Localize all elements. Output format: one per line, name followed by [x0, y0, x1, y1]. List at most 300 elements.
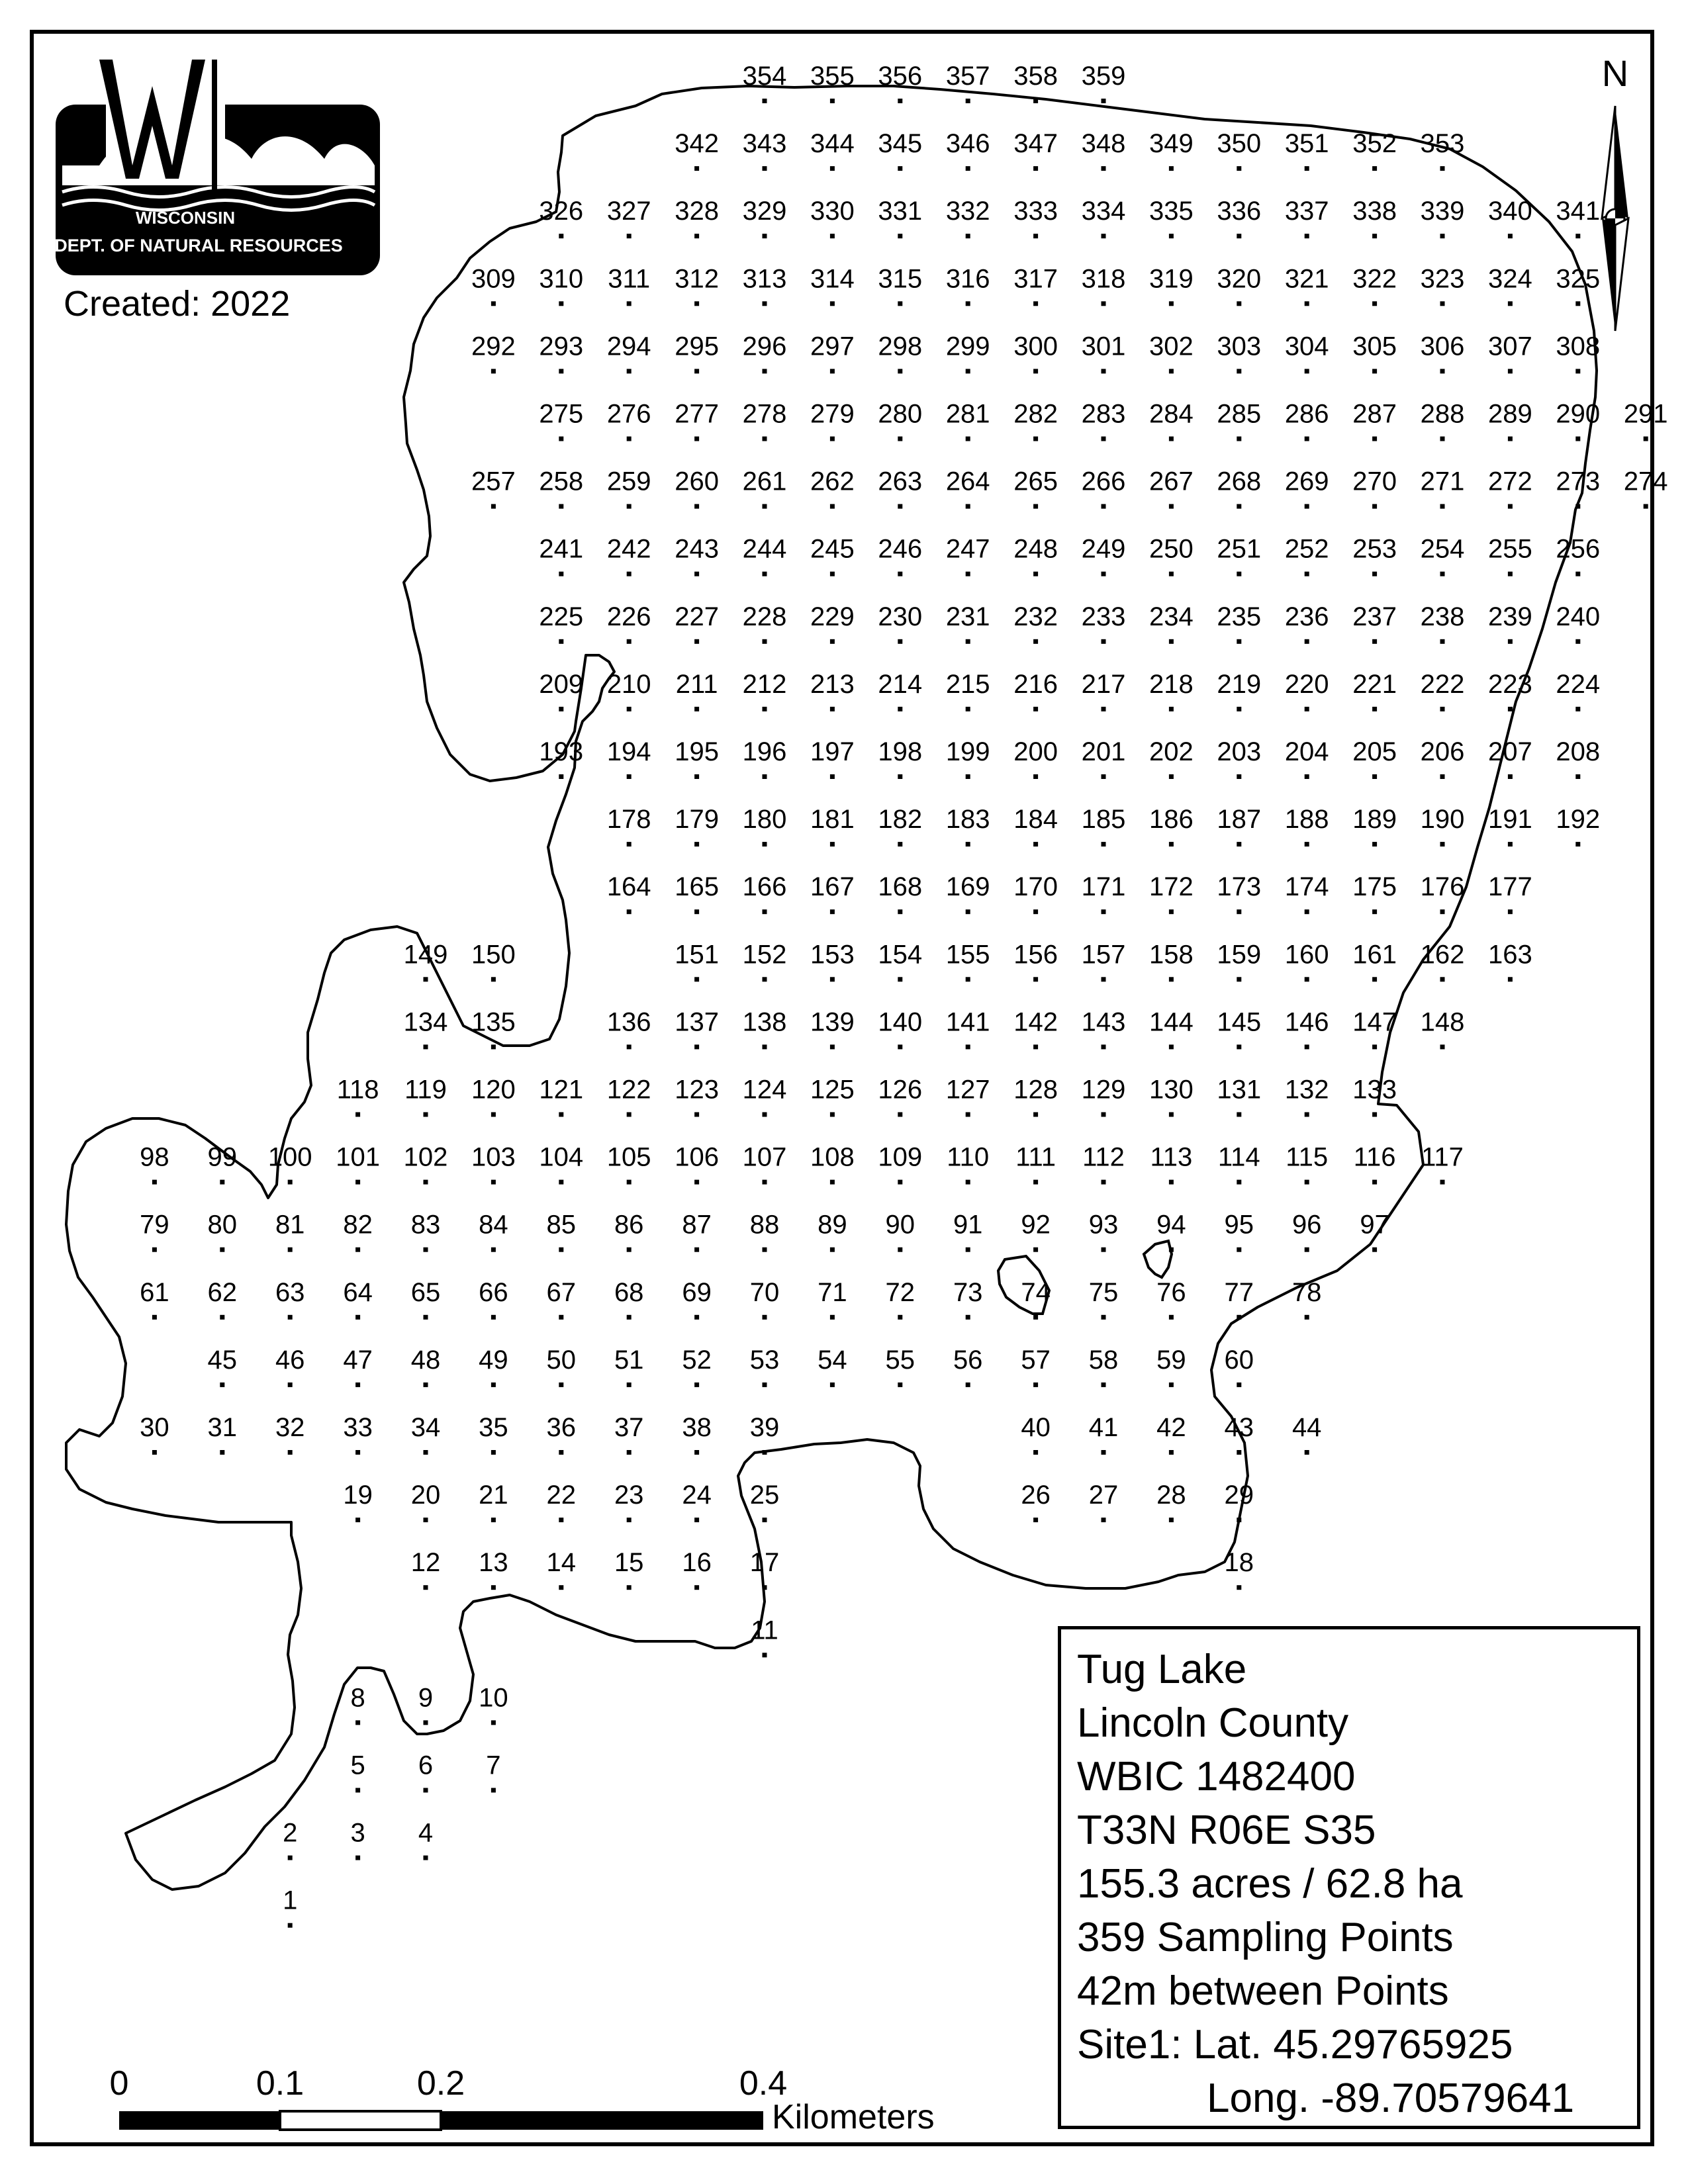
sampling-point-marker: [830, 504, 835, 509]
sampling-point-marker: [898, 977, 902, 981]
sampling-point: [607, 737, 651, 779]
sampling-point-label: 216: [1013, 669, 1058, 699]
sampling-point-marker: [627, 1044, 632, 1049]
sampling-point: [1352, 467, 1397, 509]
scale-label-0: 0: [109, 2064, 129, 2103]
sampling-point-marker: [830, 1180, 835, 1185]
sampling-point-label: 100: [267, 1142, 312, 1172]
sampling-point-marker: [966, 1315, 970, 1320]
sampling-point-label: 320: [1217, 264, 1262, 294]
sampling-point-label: 34: [410, 1413, 441, 1442]
sampling-point: [1082, 467, 1126, 509]
sampling-point-marker: [1033, 99, 1038, 103]
sampling-point: [946, 467, 990, 509]
dnr-logo: [53, 46, 384, 285]
sampling-point-marker: [355, 1518, 360, 1522]
sampling-point: [810, 264, 855, 306]
sampling-point-marker: [694, 1383, 699, 1387]
sampling-point: [1082, 332, 1126, 373]
sampling-point-marker: [559, 301, 563, 306]
sampling-point-label: 325: [1556, 264, 1601, 294]
sampling-point-label: 240: [1556, 602, 1601, 631]
sampling-point: [1556, 670, 1600, 711]
sampling-point-label: 6: [418, 1751, 434, 1780]
sampling-point: [810, 872, 855, 914]
sampling-point: [878, 129, 922, 171]
sampling-point: [614, 1480, 644, 1522]
sampling-point-marker: [1237, 1248, 1241, 1252]
sampling-point: [343, 1345, 373, 1387]
sampling-point-marker: [627, 774, 632, 779]
sampling-point: [404, 1007, 448, 1049]
sampling-point: [675, 1143, 719, 1185]
sampling-point-label: 269: [1284, 467, 1329, 496]
sampling-point-label: 52: [682, 1345, 712, 1375]
sampling-point-label: 143: [1081, 1007, 1126, 1037]
sampling-point: [486, 1751, 500, 1793]
sampling-point: [743, 535, 787, 576]
sampling-point: [1421, 1143, 1464, 1185]
sampling-point-label: 282: [1013, 399, 1058, 429]
sampling-point-marker: [1033, 572, 1038, 576]
sampling-point-label: 78: [1291, 1277, 1322, 1307]
sampling-point-marker: [898, 166, 902, 171]
sampling-point: [1488, 332, 1532, 373]
sampling-point: [479, 1345, 508, 1387]
sampling-point: [743, 197, 787, 238]
sampling-point: [1352, 197, 1397, 238]
county-name: Lincoln County: [1077, 1700, 1349, 1746]
sampling-point: [1217, 737, 1261, 779]
sampling-point: [539, 332, 583, 373]
sampling-point: [810, 467, 855, 509]
sampling-point-marker: [1169, 639, 1174, 644]
sampling-point: [1089, 1413, 1119, 1455]
sampling-point-label: 28: [1156, 1480, 1186, 1510]
sampling-point: [1556, 805, 1600, 846]
sampling-point-marker: [491, 977, 496, 981]
sampling-point: [607, 467, 651, 509]
sampling-point-marker: [424, 1044, 428, 1049]
sampling-point-label: 206: [1420, 737, 1465, 766]
sampling-point-marker: [1305, 842, 1309, 846]
sampling-point-marker: [559, 572, 563, 576]
sampling-point: [1352, 1075, 1397, 1117]
sampling-point-label: 132: [1284, 1075, 1329, 1105]
sampling-point: [1286, 1143, 1328, 1185]
sampling-point-marker: [1237, 301, 1241, 306]
sampling-point-label: 110: [947, 1142, 990, 1172]
sampling-point: [471, 1007, 516, 1049]
sampling-point-marker: [1169, 842, 1174, 846]
scale-label-0-4: 0.4: [739, 2064, 788, 2103]
sampling-point-label: 111: [1015, 1142, 1056, 1172]
sampling-point-marker: [966, 1113, 970, 1117]
sampling-point-label: 237: [1352, 602, 1397, 631]
sampling-point-label: 181: [810, 805, 855, 835]
sampling-point: [878, 805, 922, 846]
sampling-point-label: 63: [275, 1277, 305, 1307]
sampling-point-label: 50: [546, 1345, 577, 1375]
sampling-point-label: 153: [810, 940, 855, 970]
sampling-point-marker: [1440, 842, 1445, 846]
sampling-point-label: 169: [945, 872, 990, 902]
sampling-point-marker: [1372, 639, 1377, 644]
sampling-point: [1013, 332, 1058, 373]
sampling-point-marker: [898, 774, 902, 779]
sampling-point-label: 171: [1081, 872, 1126, 902]
sampling-point: [607, 805, 651, 846]
sampling-point-marker: [627, 1248, 632, 1252]
sampling-point: [1149, 400, 1194, 441]
sampling-point-marker: [1508, 572, 1513, 576]
sampling-point-marker: [898, 1248, 902, 1252]
sampling-point: [682, 1413, 712, 1455]
sampling-point: [743, 400, 787, 441]
sampling-point-marker: [491, 1518, 496, 1522]
sampling-point-label: 146: [1284, 1007, 1329, 1037]
sampling-point-label: 91: [953, 1210, 983, 1240]
sampling-point-label: 161: [1352, 940, 1397, 970]
sampling-point: [1149, 602, 1194, 644]
sampling-point-marker: [830, 437, 835, 441]
sampling-point-marker: [1305, 1113, 1309, 1117]
lake-area: 155.3 acres / 62.8 ha: [1077, 1861, 1463, 1907]
sampling-point-marker: [1033, 1180, 1038, 1185]
sampling-point-marker: [627, 1180, 632, 1185]
sampling-point: [1285, 737, 1329, 779]
sampling-point: [614, 1413, 644, 1455]
sampling-point-marker: [152, 1315, 157, 1320]
sampling-point-marker: [559, 1180, 563, 1185]
sampling-point: [1149, 467, 1194, 509]
sampling-point: [479, 1683, 508, 1725]
sampling-point-label: 81: [275, 1210, 305, 1240]
sampling-point-marker: [627, 909, 632, 914]
sampling-point: [1217, 872, 1261, 914]
sampling-point-label: 128: [1013, 1075, 1058, 1105]
sampling-point-marker: [694, 1518, 699, 1522]
sampling-point: [411, 1345, 441, 1387]
sampling-point-marker: [830, 707, 835, 711]
sampling-point-label: 222: [1420, 669, 1465, 699]
sampling-point: [1217, 602, 1261, 644]
sampling-point-marker: [1033, 842, 1038, 846]
sampling-point-label: 119: [404, 1075, 447, 1105]
sampling-point-label: 229: [810, 602, 855, 631]
sampling-point: [539, 197, 583, 238]
sampling-point-marker: [1102, 572, 1106, 576]
scale-label-0-2: 0.2: [416, 2064, 465, 2103]
sampling-point-label: 199: [945, 737, 990, 766]
sampling-point-marker: [1102, 1180, 1106, 1185]
sampling-point-marker: [1508, 234, 1513, 238]
sampling-point-label: 345: [878, 129, 923, 159]
sampling-point-marker: [1575, 572, 1580, 576]
sampling-point-label: 266: [1081, 467, 1126, 496]
sampling-point: [208, 1143, 238, 1185]
sampling-point-label: 26: [1021, 1480, 1051, 1510]
sampling-point: [1150, 1143, 1193, 1185]
sampling-point: [1082, 62, 1126, 103]
sampling-point-marker: [424, 1180, 428, 1185]
sampling-point-label: 147: [1352, 1007, 1397, 1037]
sampling-point: [1421, 670, 1465, 711]
sampling-point-label: 54: [818, 1345, 847, 1375]
sampling-point: [1488, 467, 1532, 509]
sampling-point: [1149, 872, 1194, 914]
sampling-point-label: 24: [682, 1480, 712, 1510]
sampling-point: [411, 1548, 441, 1590]
sampling-point-marker: [559, 639, 563, 644]
sampling-point: [675, 805, 719, 846]
sampling-point-label: 315: [878, 264, 923, 294]
sampling-point-label: 346: [945, 129, 990, 159]
sampling-point-marker: [288, 1923, 293, 1928]
sampling-point-label: 58: [1088, 1345, 1119, 1375]
sampling-point-label: 142: [1013, 1007, 1058, 1037]
sampling-point-label: 291: [1623, 399, 1668, 429]
sampling-point: [953, 1345, 983, 1387]
sampling-point-label: 150: [471, 940, 516, 970]
sampling-point-marker: [627, 1383, 632, 1387]
sampling-point: [953, 1210, 983, 1252]
sampling-point-marker: [1508, 774, 1513, 779]
sampling-point-label: 19: [343, 1480, 373, 1510]
sampling-point-marker: [1508, 842, 1513, 846]
sampling-point-label: 314: [810, 264, 855, 294]
sampling-point-marker: [1237, 842, 1241, 846]
sampling-point-label: 272: [1488, 467, 1532, 496]
sampling-point-label: 11: [751, 1615, 778, 1645]
sampling-point-label: 85: [546, 1210, 577, 1240]
sampling-point-marker: [627, 1315, 632, 1320]
sampling-point-label: 124: [742, 1075, 787, 1105]
sampling-point-label: 294: [606, 332, 651, 361]
sampling-point: [1013, 872, 1058, 914]
sampling-point-marker: [424, 1248, 428, 1252]
sampling-point-label: 318: [1081, 264, 1126, 294]
sampling-point: [275, 1278, 305, 1320]
sampling-point-marker: [830, 234, 835, 238]
point-spacing: 42m between Points: [1077, 1968, 1449, 2014]
sampling-point-marker: [694, 166, 699, 171]
sampling-point: [1488, 737, 1532, 779]
sampling-point-marker: [220, 1248, 224, 1252]
sampling-point: [336, 1143, 380, 1185]
sampling-point-label: 257: [471, 467, 516, 496]
sampling-point-label: 262: [810, 467, 855, 496]
sampling-point-marker: [627, 234, 632, 238]
sampling-point: [743, 1143, 787, 1185]
sampling-point: [1285, 1075, 1329, 1117]
sampling-point: [1149, 940, 1194, 981]
sampling-point-marker: [1169, 1180, 1174, 1185]
sampling-point-label: 264: [945, 467, 990, 496]
sampling-point-marker: [491, 1180, 496, 1185]
sampling-point: [675, 400, 719, 441]
sampling-point-marker: [1169, 1383, 1174, 1387]
sampling-point-marker: [1372, 774, 1377, 779]
sampling-point-label: 186: [1149, 805, 1194, 835]
sampling-point: [418, 1683, 433, 1725]
sampling-point-marker: [627, 504, 632, 509]
sampling-point-marker: [898, 909, 902, 914]
sampling-point-label: 66: [479, 1277, 508, 1307]
sampling-point-label: 156: [1013, 940, 1058, 970]
sampling-point-label: 326: [539, 197, 584, 226]
sampling-point-label: 226: [606, 602, 651, 631]
sampling-point: [1149, 805, 1194, 846]
sampling-point: [1285, 467, 1329, 509]
sampling-point-label: 355: [810, 62, 855, 91]
sampling-point-label: 53: [749, 1345, 780, 1375]
sampling-point: [878, 872, 922, 914]
sampling-point-label: 77: [1224, 1277, 1254, 1307]
sampling-point-marker: [559, 504, 563, 509]
sampling-point-marker: [830, 1113, 835, 1117]
sampling-point-marker: [763, 1113, 767, 1117]
sampling-point-marker: [1440, 234, 1445, 238]
sampling-point-label: 200: [1013, 737, 1058, 766]
sampling-point-label: 311: [608, 264, 651, 294]
sampling-point-marker: [1169, 572, 1174, 576]
sampling-point: [1149, 535, 1194, 576]
sampling-point-label: 273: [1556, 467, 1601, 496]
sampling-point-label: 98: [140, 1142, 169, 1172]
sampling-point: [1225, 1413, 1254, 1455]
sampling-point-marker: [1102, 1113, 1106, 1117]
sampling-point-marker: [1508, 437, 1513, 441]
sampling-point-marker: [694, 1450, 699, 1455]
sampling-point-label: 228: [742, 602, 787, 631]
sampling-point-label: 245: [810, 534, 855, 564]
sampling-point-label: 198: [878, 737, 923, 766]
sampling-point-marker: [1644, 437, 1648, 441]
sampling-point-marker: [694, 909, 699, 914]
sampling-point: [1089, 1210, 1119, 1252]
sampling-point-marker: [424, 977, 428, 981]
sampling-point-marker: [559, 1518, 563, 1522]
sampling-point: [743, 62, 787, 103]
sampling-point: [1285, 805, 1329, 846]
sampling-point-marker: [830, 842, 835, 846]
sampling-point: [614, 1345, 644, 1387]
sampling-point-label: 60: [1224, 1345, 1254, 1375]
sampling-point-marker: [763, 504, 767, 509]
sampling-point: [750, 1345, 780, 1387]
sampling-point: [607, 535, 651, 576]
sampling-point: [614, 1210, 644, 1252]
sampling-point-label: 61: [140, 1277, 169, 1307]
sampling-point-marker: [1237, 1044, 1241, 1049]
sampling-point-label: 92: [1021, 1210, 1051, 1240]
sampling-point: [953, 1278, 983, 1320]
sampling-point-label: 194: [606, 737, 651, 766]
sampling-point-label: 212: [742, 669, 787, 699]
sampling-point-label: 261: [742, 467, 787, 496]
sampling-point-label: 353: [1420, 129, 1465, 159]
sampling-point: [1225, 1210, 1254, 1252]
island-right: [1144, 1241, 1172, 1277]
sampling-point: [1352, 264, 1397, 306]
sampling-point-marker: [355, 1383, 360, 1387]
sampling-point-label: 32: [275, 1413, 305, 1442]
sampling-point-marker: [1102, 774, 1106, 779]
sampling-point-marker: [1575, 774, 1580, 779]
sampling-point-label: 38: [682, 1413, 712, 1442]
sampling-point: [539, 670, 583, 711]
sampling-point-label: 280: [878, 399, 923, 429]
sampling-point: [810, 602, 855, 644]
sampling-point: [810, 670, 855, 711]
sampling-point-label: 97: [1360, 1210, 1389, 1240]
sampling-point-marker: [694, 1585, 699, 1590]
sampling-point-label: 234: [1149, 602, 1194, 631]
sampling-point: [607, 1075, 651, 1117]
sampling-point: [1488, 805, 1532, 846]
sampling-point-label: 15: [614, 1548, 644, 1578]
sampling-point-marker: [1102, 909, 1106, 914]
sampling-point-label: 105: [606, 1142, 651, 1172]
sampling-point-label: 220: [1284, 669, 1329, 699]
sampling-point-marker: [966, 301, 970, 306]
sampling-point-marker: [1033, 1113, 1038, 1117]
sampling-point-label: 312: [675, 264, 719, 294]
sampling-point-marker: [898, 301, 902, 306]
sampling-point-label: 120: [471, 1075, 516, 1105]
sampling-point-marker: [966, 1044, 970, 1049]
sampling-point: [1352, 670, 1397, 711]
sampling-point-label: 182: [878, 805, 923, 835]
sampling-point-marker: [288, 1383, 293, 1387]
sampling-point: [1013, 129, 1058, 171]
sampling-point-label: 41: [1088, 1413, 1119, 1442]
sampling-point-label: 17: [749, 1548, 780, 1578]
sampling-point: [1352, 940, 1397, 981]
township-range-section: T33N R06E S35: [1077, 1807, 1376, 1853]
sampling-point-marker: [966, 99, 970, 103]
sampling-point: [946, 805, 990, 846]
sampling-point-label: 134: [403, 1007, 448, 1037]
sampling-point: [878, 1007, 922, 1049]
sampling-point-marker: [1169, 977, 1174, 981]
sampling-point: [810, 1143, 855, 1185]
sampling-point: [1285, 535, 1329, 576]
sampling-point-label: 207: [1488, 737, 1532, 766]
sampling-point-label: 79: [140, 1210, 169, 1240]
sampling-point: [878, 737, 922, 779]
sampling-point-label: 329: [742, 197, 787, 226]
sampling-point-marker: [830, 909, 835, 914]
sampling-point-label: 93: [1088, 1210, 1119, 1240]
sampling-point: [1082, 1075, 1126, 1117]
sampling-point-marker: [1169, 1044, 1174, 1049]
sampling-point-marker: [763, 1315, 767, 1320]
sampling-point: [1421, 400, 1465, 441]
sampling-point-marker: [1033, 1248, 1038, 1252]
sampling-point-label: 196: [742, 737, 787, 766]
sampling-point-label: 292: [471, 332, 516, 361]
sampling-point: [1285, 602, 1329, 644]
sampling-point: [208, 1210, 238, 1252]
sampling-point-label: 324: [1488, 264, 1532, 294]
sampling-point-label: 270: [1352, 467, 1397, 496]
sampling-point-label: 140: [878, 1007, 923, 1037]
sampling-point-label: 8: [350, 1683, 365, 1713]
sampling-point-marker: [288, 1180, 293, 1185]
sampling-point-label: 267: [1149, 467, 1194, 496]
